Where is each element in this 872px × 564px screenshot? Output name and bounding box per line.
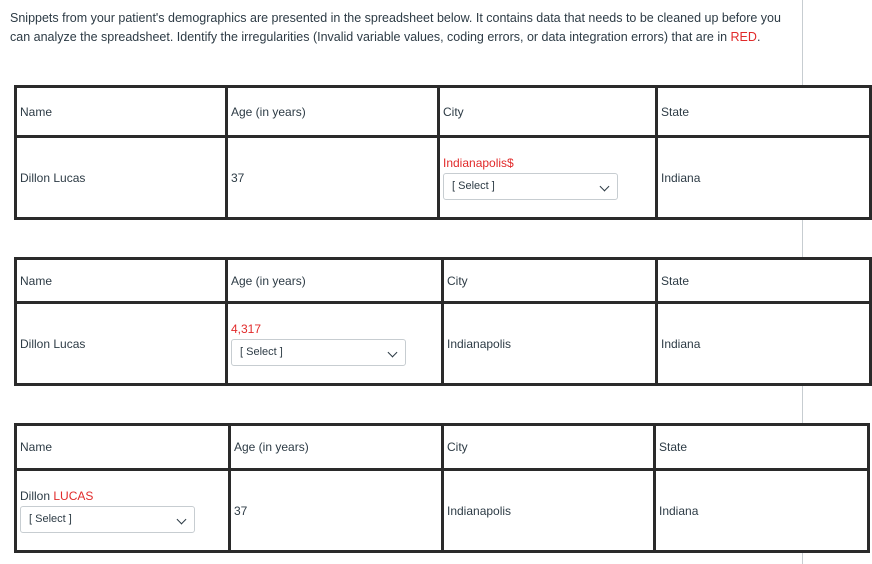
header-age: Age (in years) — [227, 87, 439, 137]
header-name: Name — [16, 259, 227, 303]
data-row — [16, 137, 871, 219]
cell-age — [227, 303, 443, 385]
header-name: Name — [16, 425, 230, 470]
data-row — [16, 303, 871, 385]
cell-state: Indiana — [657, 137, 871, 219]
spreadsheet-snippet-2 — [14, 257, 872, 386]
spreadsheet-snippet-3 — [14, 423, 870, 553]
data-row — [16, 470, 869, 552]
cell-name — [16, 470, 230, 552]
header-row — [16, 259, 871, 303]
name-value — [20, 489, 228, 503]
spreadsheet-snippet-1 — [14, 85, 872, 220]
header-city: City — [443, 425, 655, 470]
chevron-down-icon — [600, 181, 610, 191]
city-answer-select[interactable] — [443, 173, 618, 200]
header-city: City — [439, 87, 657, 137]
cell-state: Indiana — [657, 303, 871, 385]
cell-name: Dillon Lucas — [16, 303, 227, 385]
instructions-text — [10, 9, 800, 46]
instructions-red-word: RED — [730, 29, 757, 44]
header-city: City — [443, 259, 657, 303]
header-row — [16, 87, 871, 137]
header-age: Age (in years) — [227, 259, 443, 303]
chevron-down-icon — [177, 514, 187, 524]
select-placeholder: [ Select ] — [240, 345, 283, 358]
cell-city: Indianapolis — [443, 470, 655, 552]
cell-age: 37 — [227, 137, 439, 219]
header-row — [16, 425, 869, 470]
cell-city — [439, 137, 657, 219]
name-first: Dillon — [20, 488, 54, 503]
instructions-body: Snippets from your patient's demographics are presented in the spreadsheet below. It contains data that needs to be cleaned up before you can analyze the spreadsheet. Identify the irregularities (Invalid variable values, coding errors, or data integration errors) that are in — [10, 11, 781, 44]
header-age: Age (in years) — [230, 425, 443, 470]
header-state: State — [657, 259, 871, 303]
age-answer-select[interactable] — [231, 339, 406, 366]
name-answer-select[interactable] — [20, 506, 195, 533]
age-error-value: 4,317 — [231, 321, 262, 336]
cell-city: Indianapolis — [443, 303, 657, 385]
cell-age: 37 — [230, 470, 443, 552]
cell-name: Dillon Lucas — [16, 137, 227, 219]
header-state: State — [655, 425, 869, 470]
header-name: Name — [16, 87, 227, 137]
cell-state: Indiana — [655, 470, 869, 552]
chevron-down-icon — [388, 347, 398, 357]
city-error-value: Indianapolis$ — [443, 155, 514, 170]
select-placeholder: [ Select ] — [452, 179, 495, 192]
select-placeholder: [ Select ] — [29, 512, 72, 525]
header-state: State — [657, 87, 871, 137]
instructions-end: . — [756, 29, 761, 44]
name-error-value: LUCAS — [53, 488, 94, 503]
